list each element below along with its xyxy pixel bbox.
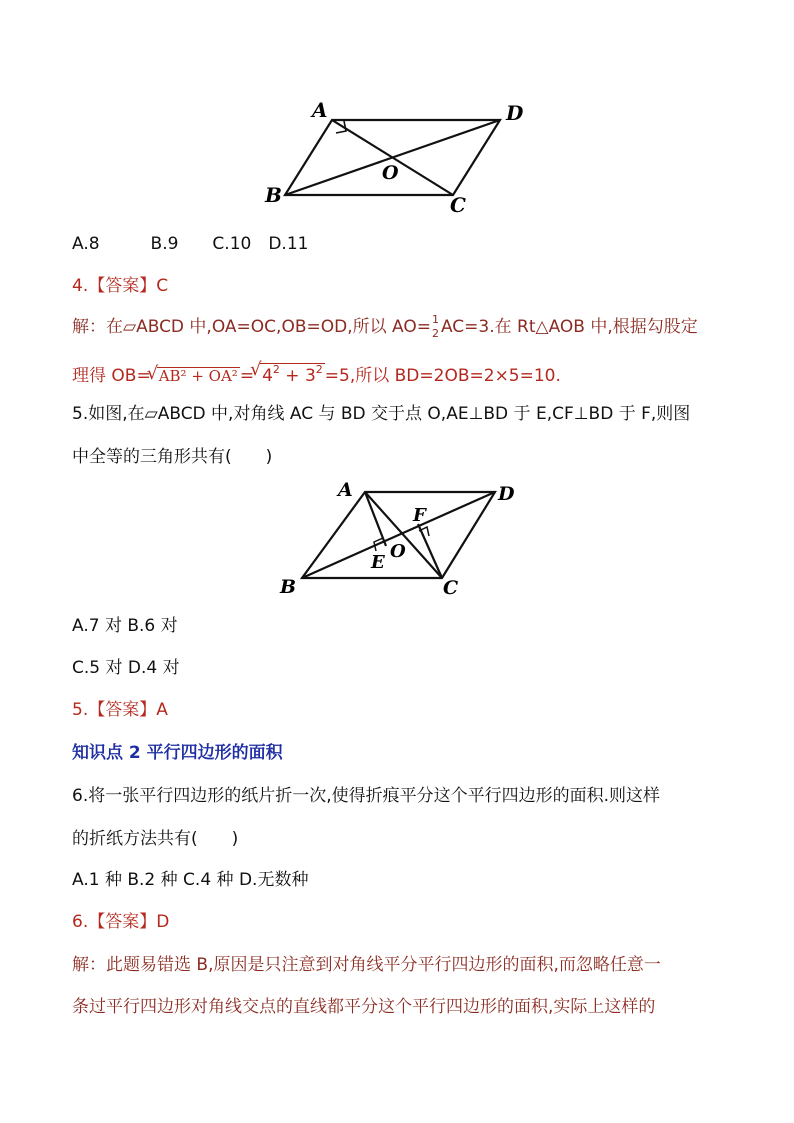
q3-options: A.8 B.9 C.10 D.11 [72, 234, 309, 254]
sqrt-4-3: √ $4^2 + 3^2$ [260, 363, 325, 385]
perpendicular-cf [418, 524, 442, 578]
label-o-2: O [390, 541, 406, 562]
parallelogram-figure-q5 [270, 478, 530, 603]
q5-line1: 5.如图,在▱ABCD 中,对角线 AC 与 BD 交于点 O,AE⊥BD 于 E,CF⊥BD 于 F,则图 [72, 404, 691, 424]
a4-solution-line2 [72, 363, 561, 385]
a5-header: 5.【答案】A [72, 700, 168, 720]
label-b-2: B [280, 576, 297, 598]
label-a-2: A [338, 479, 353, 501]
q5-options2: C.5 对 D.4 对 [72, 658, 180, 678]
fraction-one-half: 1 2 [431, 313, 439, 340]
a4-line2-eq: = [239, 366, 255, 386]
sqrt-ab-oa: √ AB² + OA² [157, 367, 240, 385]
q6-line2: 的折纸方法共有( ) [72, 829, 239, 849]
q6-options: A.1 种 B.2 种 C.4 种 D.无数种 [72, 870, 309, 890]
q6-line1: 6.将一张平行四边形的纸片折一次,使得折痕平分这个平行四边形的面积.则这样 [72, 786, 661, 806]
a6-solution-line2: 条过平行四边形对角线交点的直线都平分这个平行四边形的面积,实际上这样的 [72, 997, 656, 1017]
a4-solution-line1 [72, 313, 698, 340]
label-e: E [371, 552, 385, 573]
a6-solution-line1: 解：此题易错选 B,原因是只注意到对角线平分平行四边形的面积,而忽略任意一 [72, 955, 661, 975]
q5-line2: 中全等的三角形共有( ) [72, 447, 273, 467]
parallelogram-figure-q3 [260, 95, 540, 225]
label-c-2: C [443, 577, 459, 599]
a4-line2-pre: 理得 OB= [72, 366, 151, 386]
a4-line2-post: =5,所以 BD=2OB=2×5=10. [324, 366, 561, 386]
label-b: B [265, 183, 282, 207]
label-o: O [382, 162, 399, 184]
label-d-2: D [498, 483, 515, 505]
label-d: D [506, 101, 524, 125]
a4-line1-pre: 解：在▱ABCD 中,OA=OC,OB=OD,所以 AO= [72, 317, 431, 337]
a4-header: 4.【答案】C [72, 276, 169, 296]
a4-line1-post: AC=3.在 Rt△AOB 中,根据勾股定 [440, 317, 698, 337]
label-c: C [450, 193, 466, 217]
a6-header: 6.【答案】D [72, 912, 170, 932]
diagonal-bd-2 [302, 492, 495, 578]
section-title: 知识点 2 平行四边形的面积 [72, 743, 283, 763]
label-f: F [413, 505, 426, 526]
q5-options1: A.7 对 B.6 对 [72, 616, 178, 636]
label-a: A [312, 98, 328, 122]
